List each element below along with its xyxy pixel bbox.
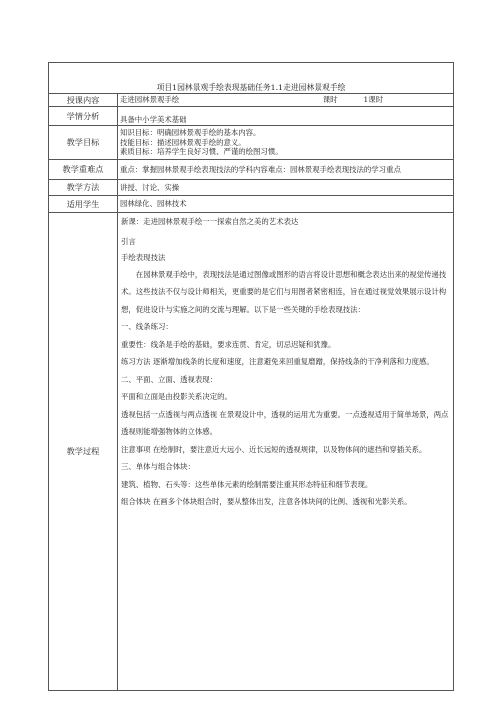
- objectives-label: 教学目标: [49, 126, 118, 160]
- lesson-value-cell: [118, 94, 454, 107]
- process-label: 教学过程: [49, 213, 118, 691]
- students-row: [49, 196, 454, 213]
- process-row: [49, 213, 454, 691]
- objective-skill: 技能目标：描述园林景观手绘的意义。: [120, 137, 246, 147]
- process-cell: [118, 213, 454, 691]
- section-item: 重要性：线条是手绘的基础，要求连贯、肯定，切忌迟疑和犹豫。: [121, 339, 336, 349]
- document-title: 项目1园林景观手绘表现基础任务1.1走进园林景观手绘: [49, 63, 454, 94]
- section-item: 建筑、植物、石头等：这些单体元素的绘制需要注重其形态特征和细节表现。: [121, 479, 373, 489]
- title-row: [49, 63, 454, 94]
- objective-quality: 素质目标：培养学生良好习惯、严谨的绘图习惯。: [120, 147, 283, 157]
- section-item: 注意事项 在绘制时，要注意近大远小、近长远短的透视规律，以及物体间的遮挡和穿插关系。: [121, 444, 427, 454]
- objectives-cell: [118, 126, 454, 160]
- key-points-row: [49, 160, 454, 180]
- method-row: [49, 180, 454, 196]
- key-points-label: 教学重难点: [49, 160, 118, 180]
- key-points-value: 重点：掌握园林景观手绘表现技法的学科内容难点：园林景观手绘表现技法的学习重点: [118, 160, 454, 180]
- hours-value: 1课时: [363, 95, 384, 105]
- lesson-plan-table: [48, 62, 454, 691]
- section-item: 平面和立面是由投影关系决定的。: [121, 392, 232, 402]
- section-title-lines: 一、线条练习：: [121, 322, 173, 332]
- hours-label: 课时: [322, 95, 338, 105]
- lesson-value: 走进园林景观手绘: [120, 95, 180, 105]
- students-label: 适用学生: [49, 196, 118, 213]
- section-item: 练习方法 逐渐增加线条的长度和速度，注意避免来回重复磨蹭，保持线条的干净利落和力度感。: [121, 357, 434, 367]
- process-intro: 新课：走进园林景观手绘一一探索自然之美的艺术表达: [121, 217, 299, 226]
- section-title-blocks: 三、单体与组合体块：: [121, 462, 195, 472]
- process-paragraph: 在园林景观手绘中，表现技法是通过图像或图形的语言将设计思想和概念表达出来的视觉传递技术。这些技法不仅与设计师相关，更重要的是它们与用图者紧密相连，旨在通过视觉效果展示设计构想，促进设计与实施之间的交流与理解。以下是一些关键的手绘表现技法：: [121, 269, 447, 314]
- section-item: 组合体块 在画多个体块组合时，要从整体出发，注意各体块间的比例、透视和光影关系。: [121, 496, 412, 506]
- students-value: 园林绿化、园林技术: [118, 196, 454, 213]
- method-label: 教学方法: [49, 180, 118, 196]
- process-heading: 引言: [121, 236, 136, 246]
- method-value: 讲授、讨论、实操: [118, 180, 454, 196]
- section-title-perspective: 二、平面、立面、透视表现：: [121, 374, 218, 384]
- section-item: 透视包括一点透视与两点透视 在景观设计中，透视的运用尤为重要。一点透视适用于简单场景，两点透视则能增强物体的立体感。: [121, 409, 449, 437]
- learning-row: [49, 107, 454, 126]
- objective-knowledge: 知识目标：明确园林景观手绘的基本内容。: [120, 128, 261, 138]
- objectives-row: [49, 126, 454, 160]
- learning-label: 学情分析: [49, 107, 118, 126]
- process-subheading: 手绘表现技法: [121, 253, 166, 263]
- lesson-row: [49, 94, 454, 107]
- lesson-label: 授课内容: [49, 94, 118, 107]
- learning-value: 具备中小学美术基础: [118, 107, 454, 126]
